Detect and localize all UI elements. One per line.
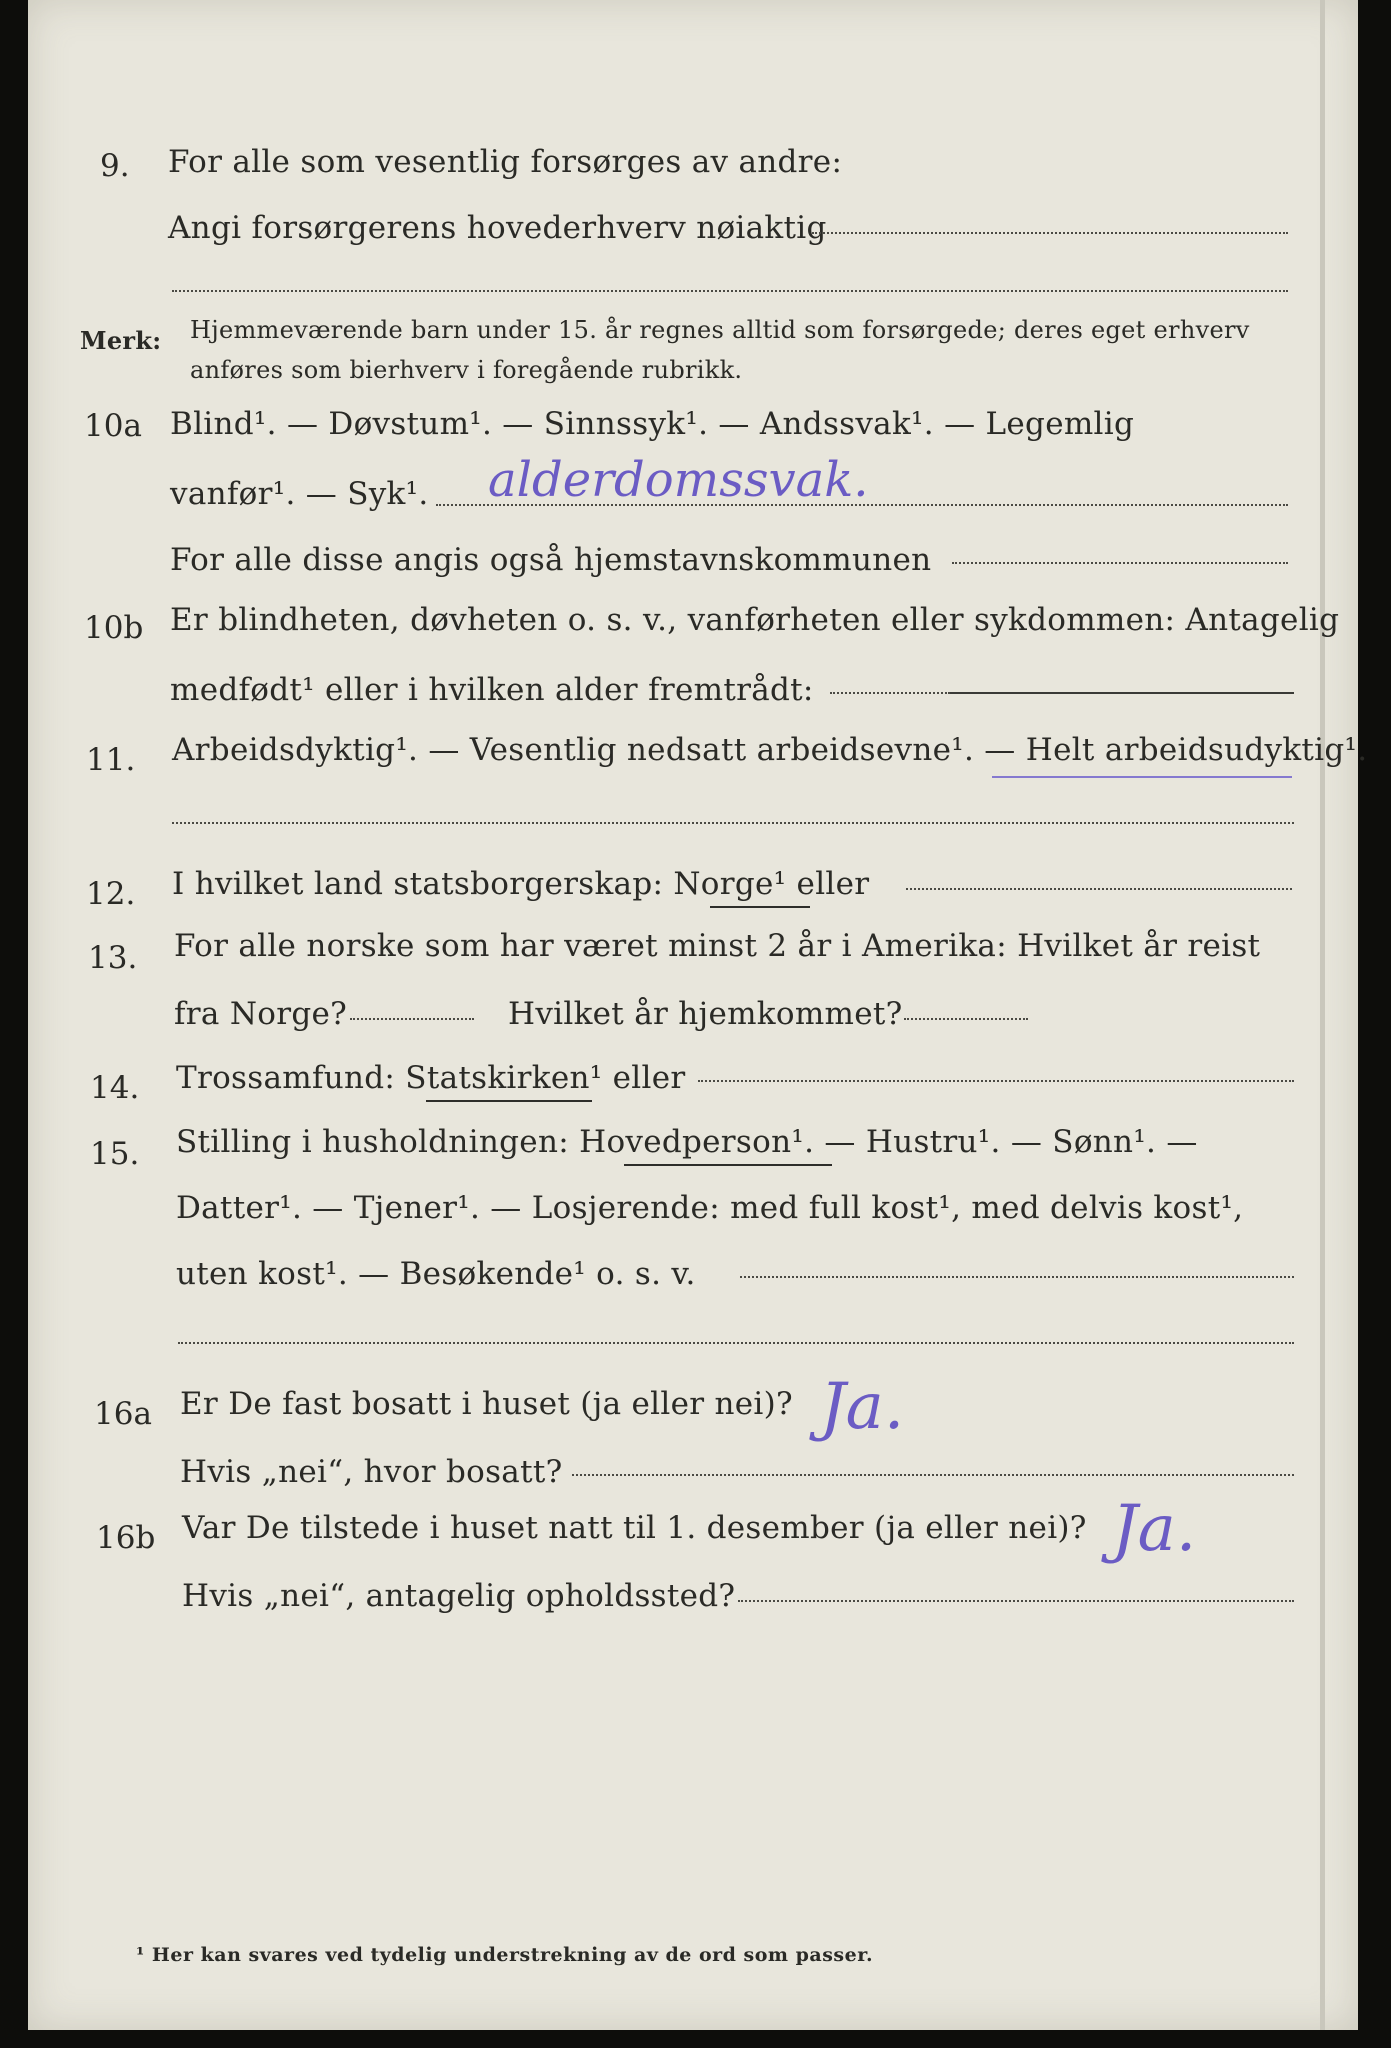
q12-text: I hvilket land statsborgerskap: Norge¹ eller <box>172 866 870 902</box>
q16b-opholdssted-line <box>738 1600 1294 1602</box>
q10b-line2: medfødt¹ eller i hvilken alder fremtrådt: <box>170 672 814 708</box>
q9-line1: For alle som vesentlig forsørges av andre: <box>168 144 843 180</box>
q9-extra-line <box>172 290 1288 292</box>
q14-text: Trossamfund: Statskirken¹ eller <box>176 1060 686 1096</box>
q12-underline-norge <box>710 906 810 908</box>
q9-line2: Angi forsørgerens hovederhverv nøiaktig <box>168 210 827 246</box>
q11-underline-helt-arbeidsudyktig <box>992 776 1292 778</box>
q16a-number: 16a <box>94 1396 152 1432</box>
q16a-line2: Hvis „nei“, hvor bosatt? <box>180 1454 563 1490</box>
q10a-line1: Blind¹. — Døvstum¹. — Sinnssyk¹. — Andssvak¹. — Legemlig <box>170 406 1135 442</box>
q12-number: 12. <box>86 876 136 912</box>
q15-underline-hovedperson <box>624 1164 832 1166</box>
q10b-answer-line-dotted <box>830 692 950 694</box>
q15-line1: Stilling i husholdningen: Hovedperson¹. — Hustru¹. — Sønn¹. — <box>176 1124 1198 1160</box>
q15-line3: uten kost¹. — Besøkende¹ o. s. v. <box>176 1256 696 1292</box>
q15-answer-line <box>740 1276 1294 1278</box>
q16a-bosatt-line <box>572 1474 1294 1476</box>
q11-extra-line <box>172 822 1294 824</box>
q11-text: Arbeidsdyktig¹. — Vesentlig nedsatt arbeidsevne¹. — Helt arbeidsudyktig¹. <box>172 732 1368 768</box>
q15-number: 15. <box>90 1136 140 1172</box>
q10b-number: 10b <box>84 610 144 646</box>
q10a-line2: vanfør¹. — Syk¹. <box>170 476 429 512</box>
q16b-handwritten-answer: Ja. <box>1112 1492 1197 1566</box>
q16a-handwritten-answer: Ja. <box>820 1370 905 1444</box>
q16b-line2: Hvis „nei“, antagelig opholdssted? <box>182 1578 736 1614</box>
page-edge <box>1320 0 1325 2030</box>
q13-line2b: Hvilket år hjemkommet? <box>508 996 903 1032</box>
q16b-number: 16b <box>96 1520 156 1556</box>
q10a-line3: For alle disse angis også hjemstavnskommunen <box>170 542 932 578</box>
merk-line1: Hjemmeværende barn under 15. år regnes alltid som forsørgede; deres eget erhverv <box>190 316 1250 344</box>
q10a-hjemstavn-line <box>952 562 1288 564</box>
footnote: ¹ Her kan svares ved tydelig understrekning av de ord som passer. <box>136 1944 874 1966</box>
q13-number: 13. <box>88 940 138 976</box>
merk-label: Merk: <box>80 326 162 355</box>
q13-hjemkommet-line <box>904 1018 1028 1020</box>
q15-line2: Datter¹. — Tjener¹. — Losjerende: med full kost¹, med delvis kost¹, <box>176 1190 1244 1226</box>
q10a-handwritten-answer: alderdomssvak. <box>488 452 869 508</box>
q10a-number: 10a <box>84 408 142 444</box>
q9-number: 9. <box>100 148 130 184</box>
q16a-line1: Er De fast bosatt i huset (ja eller nei)? <box>180 1386 793 1422</box>
q14-number: 14. <box>90 1070 140 1106</box>
q10b-line1: Er blindheten, døvheten o. s. v., vanførheten eller sykdommen: Antagelig <box>170 602 1340 638</box>
q15-extra-line <box>178 1342 1294 1344</box>
q14-underline-statskirken <box>426 1100 592 1102</box>
q12-answer-line <box>906 888 1292 890</box>
q13-reist-line <box>350 1018 474 1020</box>
merk-line2: anføres som bierhverv i foregående rubrikk. <box>190 356 743 384</box>
q13-line2a: fra Norge? <box>174 996 348 1032</box>
q10b-answer-line-solid <box>950 692 1294 694</box>
q11-number: 11. <box>86 742 136 778</box>
q13-line1: For alle norske som har været minst 2 år i Amerika: Hvilket år reist <box>174 928 1261 964</box>
q9-answer-line <box>812 232 1288 234</box>
q14-answer-line <box>698 1080 1294 1082</box>
q16b-line1: Var De tilstede i huset natt til 1. desember (ja eller nei)? <box>182 1510 1087 1546</box>
